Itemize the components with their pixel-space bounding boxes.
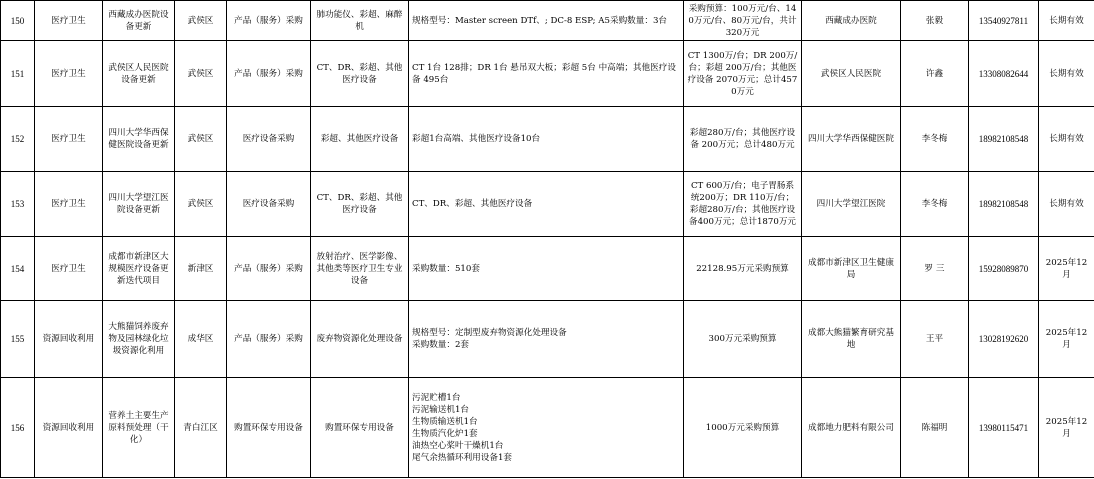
seq-cell: 153 bbox=[1, 172, 35, 237]
budget-cell: 1000万元采购预算 bbox=[684, 378, 802, 478]
district-cell: 成华区 bbox=[175, 301, 227, 378]
project-cell: 武侯区人民医院设备更新 bbox=[103, 41, 175, 107]
field-cell: 资源回收利用 bbox=[35, 301, 103, 378]
phone-cell: 13028192620 bbox=[969, 301, 1039, 378]
contact-cell: 许鑫 bbox=[901, 41, 969, 107]
category-cell: 产品（服务）采购 bbox=[227, 301, 311, 378]
spec-cell: CT、DR、彩超、其他医疗设备 bbox=[409, 172, 684, 237]
field-cell: 医疗卫生 bbox=[35, 41, 103, 107]
district-cell: 武侯区 bbox=[175, 172, 227, 237]
category-cell: 医疗设备采购 bbox=[227, 107, 311, 172]
equipment-cell: 放射治疗、医学影像、其他类等医疗卫生专业设备 bbox=[311, 237, 409, 301]
field-cell: 医疗卫生 bbox=[35, 172, 103, 237]
table-body bbox=[1, 1, 1094, 478]
field-cell: 医疗卫生 bbox=[35, 107, 103, 172]
contact-cell: 罗 三 bbox=[901, 237, 969, 301]
project-cell: 四川大学华西保健医院设备更新 bbox=[103, 107, 175, 172]
phone-cell: 18982108548 bbox=[969, 172, 1039, 237]
budget-cell: 彩超280万/台；其他医疗设备 200万元；总计480万元 bbox=[684, 107, 802, 172]
table-row bbox=[1, 301, 1094, 378]
spec-cell: 规格型号：定制型废弃物资源化处理设备 采购数量：2套 bbox=[409, 301, 684, 378]
project-cell: 四川大学望江医院设备更新 bbox=[103, 172, 175, 237]
validity-cell: 2025年12月 bbox=[1039, 378, 1094, 478]
table-row bbox=[1, 1, 1094, 41]
project-cell: 西藏成办医院设备更新 bbox=[103, 1, 175, 41]
contact-cell: 李冬梅 bbox=[901, 107, 969, 172]
equipment-cell: CT、DR、彩超、其他医疗设备 bbox=[311, 172, 409, 237]
category-cell: 产品（服务）采购 bbox=[227, 237, 311, 301]
field-cell: 资源回收利用 bbox=[35, 378, 103, 478]
validity-cell: 长期有效 bbox=[1039, 41, 1094, 107]
unit-cell: 武侯区人民医院 bbox=[802, 41, 901, 107]
contact-cell: 李冬梅 bbox=[901, 172, 969, 237]
budget-cell: 22128.95万元采购预算 bbox=[684, 237, 802, 301]
validity-cell: 2025年12月 bbox=[1039, 237, 1094, 301]
unit-cell: 西藏成办医院 bbox=[802, 1, 901, 41]
validity-cell: 2025年12月 bbox=[1039, 301, 1094, 378]
seq-cell: 152 bbox=[1, 107, 35, 172]
phone-cell: 13308082644 bbox=[969, 41, 1039, 107]
equipment-cell: CT、DR、彩超、其他医疗设备 bbox=[311, 41, 409, 107]
contact-cell: 王平 bbox=[901, 301, 969, 378]
field-cell: 医疗卫生 bbox=[35, 237, 103, 301]
seq-cell: 156 bbox=[1, 378, 35, 478]
unit-cell: 成都地力肥料有限公司 bbox=[802, 378, 901, 478]
phone-cell: 13980115471 bbox=[969, 378, 1039, 478]
seq-cell: 155 bbox=[1, 301, 35, 378]
seq-cell: 151 bbox=[1, 41, 35, 107]
category-cell: 购置环保专用设备 bbox=[227, 378, 311, 478]
equipment-cell: 废弃物资源化处理设备 bbox=[311, 301, 409, 378]
unit-cell: 四川大学华西保健医院 bbox=[802, 107, 901, 172]
unit-cell: 成都大熊猫繁育研究基地 bbox=[802, 301, 901, 378]
budget-cell: 300万元采购预算 bbox=[684, 301, 802, 378]
project-cell: 成都市新津区大规模医疗设备更新迭代项目 bbox=[103, 237, 175, 301]
equipment-cell: 购置环保专用设备 bbox=[311, 378, 409, 478]
table-row bbox=[1, 237, 1094, 301]
contact-cell: 陈福明 bbox=[901, 378, 969, 478]
validity-cell: 长期有效 bbox=[1039, 172, 1094, 237]
budget-cell: CT 1300万/台；DR 200万/台；彩超 200万/台；其他医疗设备 2070万元；总计4570万元 bbox=[684, 41, 802, 107]
spec-cell: CT 1台 128排；DR 1台 悬吊双大板；彩超 5台 中高端；其他医疗设备 495台 bbox=[409, 41, 684, 107]
spec-cell: 彩超1台高端、其他医疗设备10台 bbox=[409, 107, 684, 172]
spec-cell: 污泥贮槽1台 污泥输送机1台 生物质输送机1台 生物质汽化炉1套 油热空心桨叶干燥机1台 尾气余热循环利用设备1套 bbox=[409, 378, 684, 478]
unit-cell: 成都市新津区卫生健康局 bbox=[802, 237, 901, 301]
phone-cell: 18982108548 bbox=[969, 107, 1039, 172]
table-row bbox=[1, 378, 1094, 478]
district-cell: 武侯区 bbox=[175, 107, 227, 172]
validity-cell: 长期有效 bbox=[1039, 1, 1094, 41]
district-cell: 新津区 bbox=[175, 237, 227, 301]
category-cell: 医疗设备采购 bbox=[227, 172, 311, 237]
category-cell: 产品（服务）采购 bbox=[227, 1, 311, 41]
district-cell: 武侯区 bbox=[175, 1, 227, 41]
unit-cell: 四川大学望江医院 bbox=[802, 172, 901, 237]
district-cell: 青白江区 bbox=[175, 378, 227, 478]
equipment-cell: 彩超、其他医疗设备 bbox=[311, 107, 409, 172]
seq-cell: 150 bbox=[1, 1, 35, 41]
seq-cell: 154 bbox=[1, 237, 35, 301]
spec-cell: 采购数量：510套 bbox=[409, 237, 684, 301]
validity-cell: 长期有效 bbox=[1039, 107, 1094, 172]
table-row bbox=[1, 172, 1094, 237]
table-row bbox=[1, 41, 1094, 107]
category-cell: 产品（服务）采购 bbox=[227, 41, 311, 107]
budget-cell: 采购预算：100万元/台、140万元/台、80万元/台，共计320万元 bbox=[684, 1, 802, 41]
project-cell: 营养土主要生产原料预处理（干化） bbox=[103, 378, 175, 478]
table-row bbox=[1, 107, 1094, 172]
budget-cell: CT 600万/台；电子胃肠系统200万；DR 110万/台；彩超280万/台；其他医疗设备400万元；总计1870万元 bbox=[684, 172, 802, 237]
project-cell: 大熊猫饲养废弃物及园林绿化垃圾资源化利用 bbox=[103, 301, 175, 378]
spec-cell: 规格型号：Master screen DTf、; DC-8 ESP; A5采购数量：3台 bbox=[409, 1, 684, 41]
phone-cell: 13540927811 bbox=[969, 1, 1039, 41]
phone-cell: 15928089870 bbox=[969, 237, 1039, 301]
contact-cell: 张毅 bbox=[901, 1, 969, 41]
equipment-cell: 肺功能仪、彩超、麻醉机 bbox=[311, 1, 409, 41]
district-cell: 武侯区 bbox=[175, 41, 227, 107]
field-cell: 医疗卫生 bbox=[35, 1, 103, 41]
